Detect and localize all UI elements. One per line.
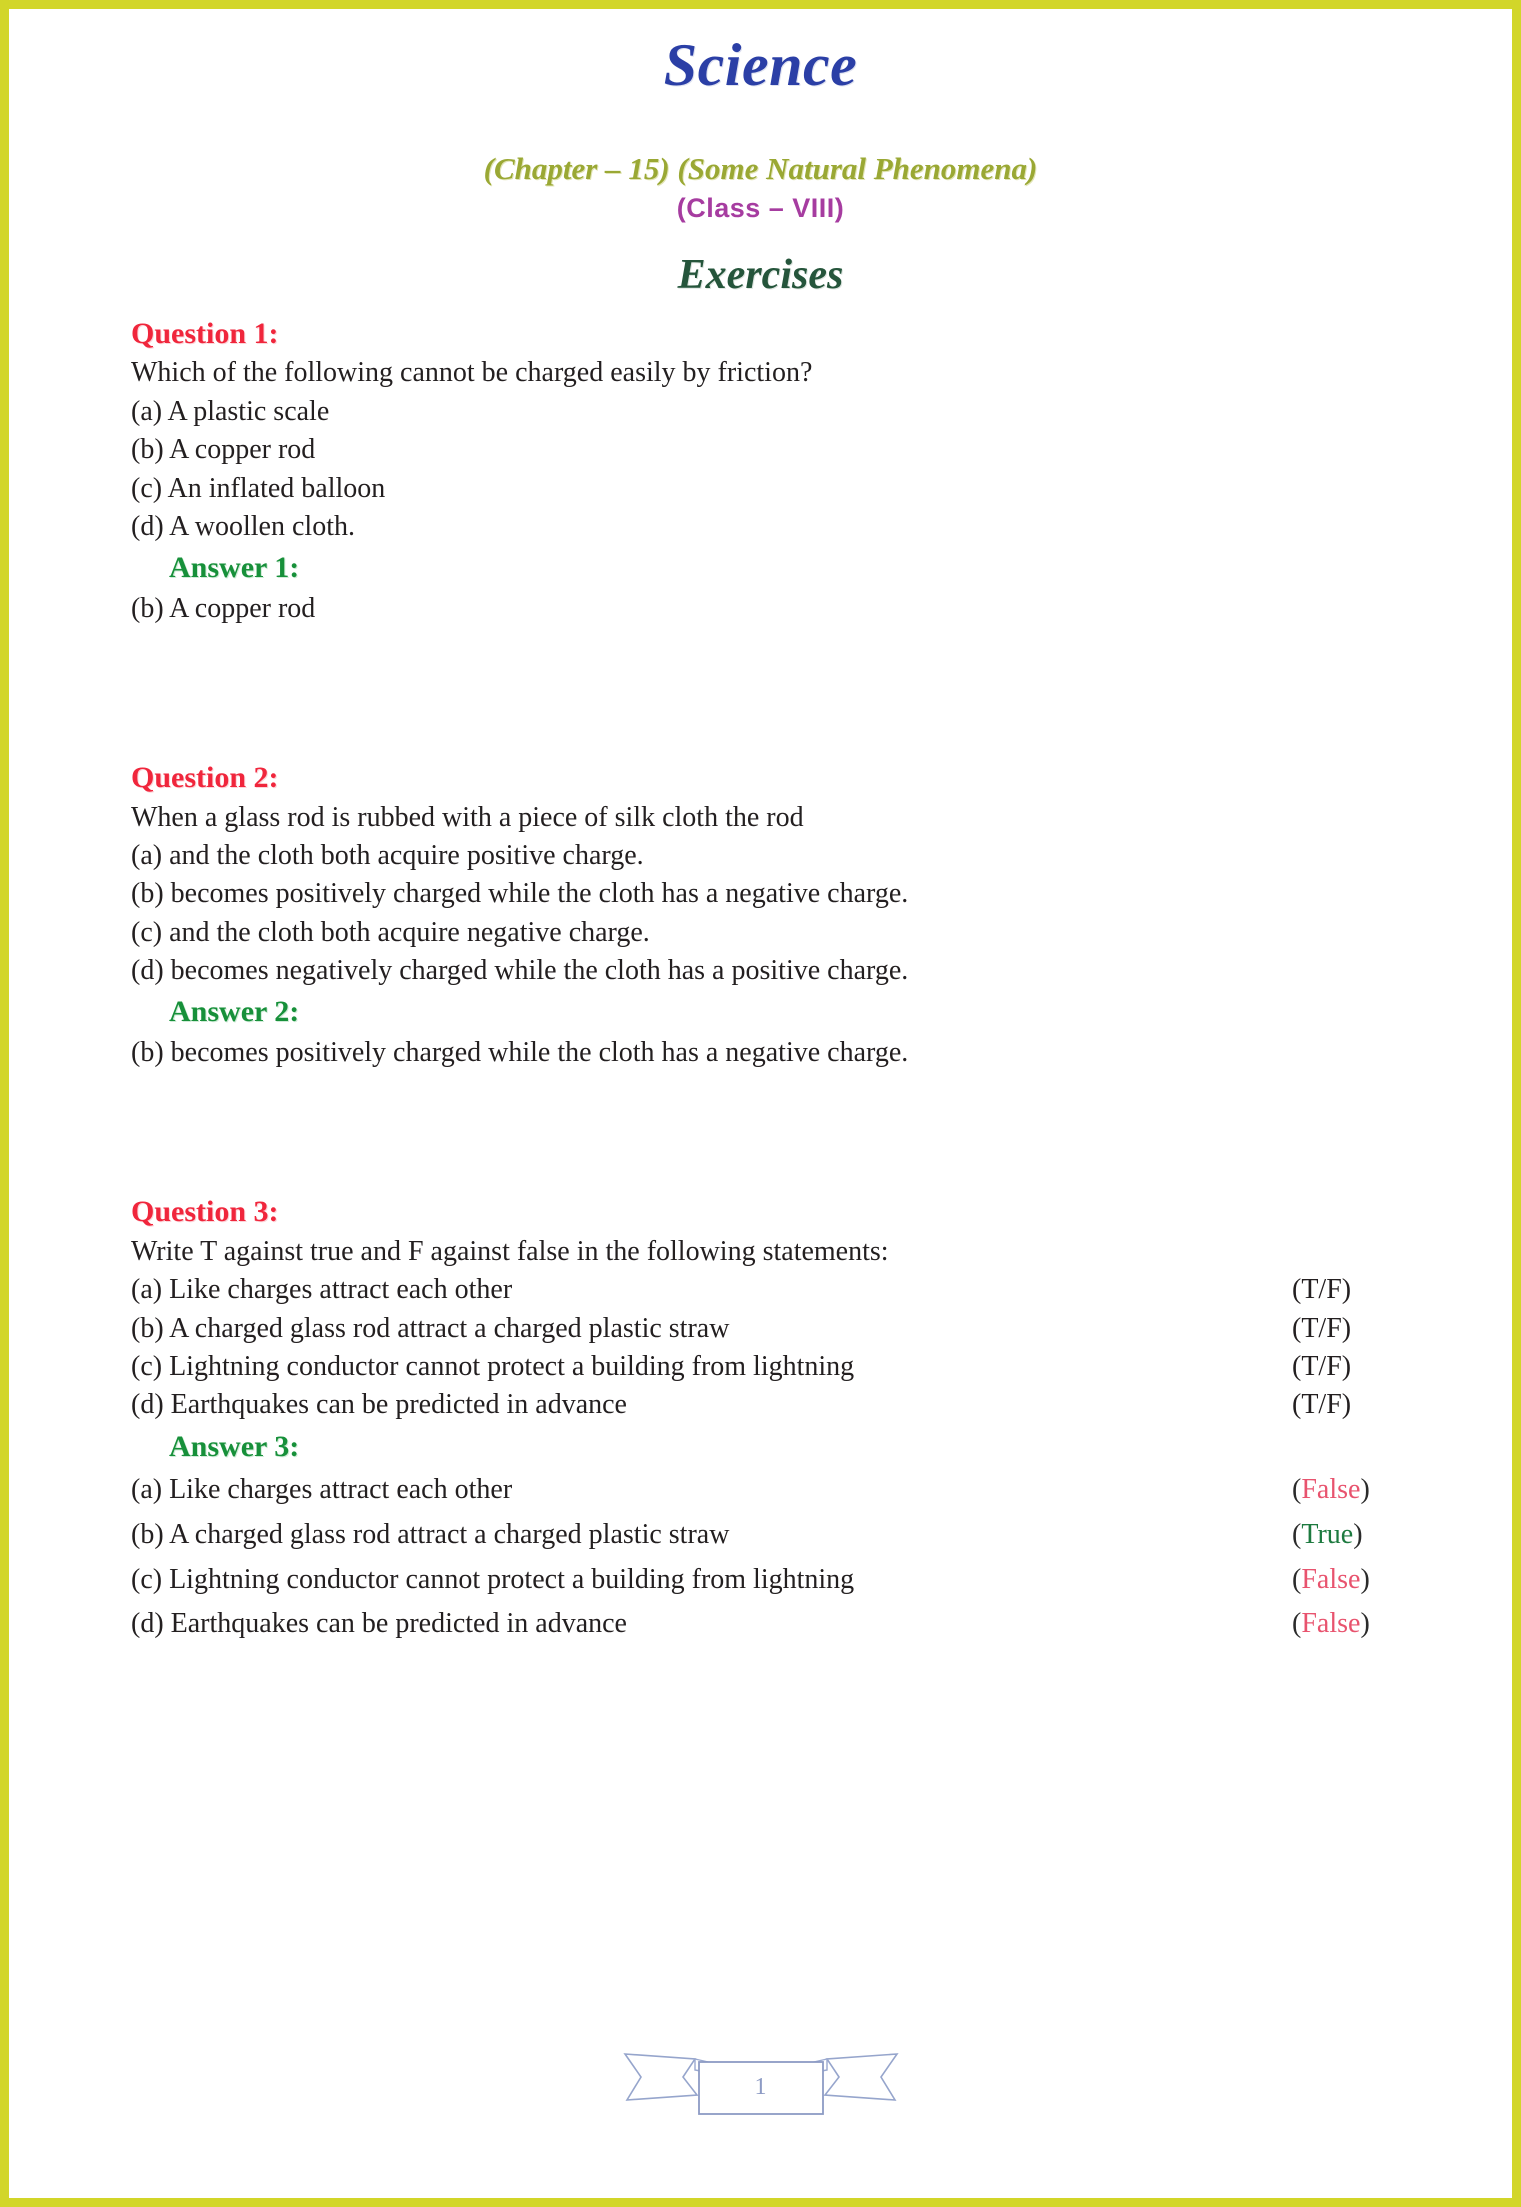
question-1-option-c: (c) An inflated balloon xyxy=(131,472,386,504)
page-inner xyxy=(9,9,1512,2198)
question-1-option-a: (a) A plastic scale xyxy=(131,395,330,427)
question-3-tf-marker-c: (T/F) xyxy=(1292,1350,1352,1382)
question-2-option-d: (d) becomes negatively charged while the cloth has a positive charge. xyxy=(131,955,909,987)
answer-2-text: (b) becomes positively charged while the cloth has a negative charge. xyxy=(131,1036,909,1068)
question-2-prompt: When a glass rod is rubbed with a piece of silk cloth the rod xyxy=(131,801,804,833)
question-3-statement-d: (d) Earthquakes can be predicted in advance xyxy=(131,1389,627,1421)
exercise-body xyxy=(9,298,1512,1647)
answer-1-heading: Answer 1: xyxy=(169,551,300,585)
answer-3-row-a xyxy=(131,1468,1472,1513)
question-1-heading: Question 1: xyxy=(131,316,279,350)
question-block-3 xyxy=(131,1192,1472,1647)
answer-3-row-b xyxy=(131,1513,1472,1558)
spacer-after-question-1 xyxy=(131,628,1472,758)
question-block-2 xyxy=(131,758,1472,1072)
question-2-option-b: (b) becomes positively charged while the cloth has a negative charge. xyxy=(131,878,909,910)
page-footer xyxy=(9,2034,1512,2120)
question-3-statement-row-c xyxy=(131,1348,1472,1386)
answer-3-statement-b: (b) A charged glass rod attract a charged plastic straw xyxy=(131,1518,730,1550)
question-3-tf-marker-d: (T/F) xyxy=(1292,1389,1352,1421)
question-3-statement-row-d xyxy=(131,1386,1472,1424)
question-1-option-d: (d) A woollen cloth. xyxy=(131,510,355,542)
question-1-prompt: Which of the following cannot be charged easily by friction? xyxy=(131,357,813,389)
question-3-statement-b: (b) A charged glass rod attract a charged plastic straw xyxy=(131,1312,730,1344)
answer-3-row-c xyxy=(131,1558,1472,1603)
question-2-option-a: (a) and the cloth both acquire positive charge. xyxy=(131,839,644,871)
page-title: Science xyxy=(663,32,858,98)
question-3-tf-marker-a: (T/F) xyxy=(1292,1274,1352,1306)
question-3-prompt: Write T against true and F against false in the following statements: xyxy=(131,1235,889,1267)
class-label: (Class – VIII) xyxy=(676,193,845,224)
answer-3-row-d xyxy=(131,1602,1472,1647)
question-3-statement-row-a xyxy=(131,1271,1472,1309)
question-3-statement-a: (a) Like charges attract each other xyxy=(131,1274,513,1306)
question-2-option-c: (c) and the cloth both acquire negative charge. xyxy=(131,916,650,948)
answer-3-verdict-d: (False) xyxy=(1292,1608,1370,1640)
chapter-name-label: (Some Natural Phenomena) xyxy=(677,151,1038,186)
section-heading-exercises: Exercises xyxy=(677,251,844,298)
answer-3-statement-d: (d) Earthquakes can be predicted in advance xyxy=(131,1608,627,1640)
spacer-after-question-2 xyxy=(131,1072,1472,1192)
question-1-option-b: (b) A copper rod xyxy=(131,434,316,466)
answer-3-verdict-a: (False) xyxy=(1292,1474,1370,1506)
chapter-subtitle xyxy=(9,97,1512,186)
answer-3-statement-c: (c) Lightning conductor cannot protect a building from lightning xyxy=(131,1563,855,1595)
page-number: 1 xyxy=(754,2074,767,2100)
answer-3-verdict-b: (True) xyxy=(1292,1518,1363,1550)
chapter-number-label: (Chapter – 15) xyxy=(483,151,670,186)
answer-3-verdict-c: (False) xyxy=(1292,1563,1370,1595)
answer-3-statement-a: (a) Like charges attract each other xyxy=(131,1474,513,1506)
answer-2-heading: Answer 2: xyxy=(169,995,300,1029)
question-2-heading: Question 2: xyxy=(131,761,279,795)
question-3-heading: Question 3: xyxy=(131,1195,279,1229)
question-3-statement-c: (c) Lightning conductor cannot protect a building from lightning xyxy=(131,1350,855,1382)
question-3-tf-marker-b: (T/F) xyxy=(1292,1312,1352,1344)
question-3-statement-row-b xyxy=(131,1310,1472,1348)
answer-1-text: (b) A copper rod xyxy=(131,592,316,624)
answer-3-heading: Answer 3: xyxy=(169,1429,300,1463)
ribbon-banner-icon xyxy=(621,2034,901,2120)
question-block-1 xyxy=(131,314,1472,628)
